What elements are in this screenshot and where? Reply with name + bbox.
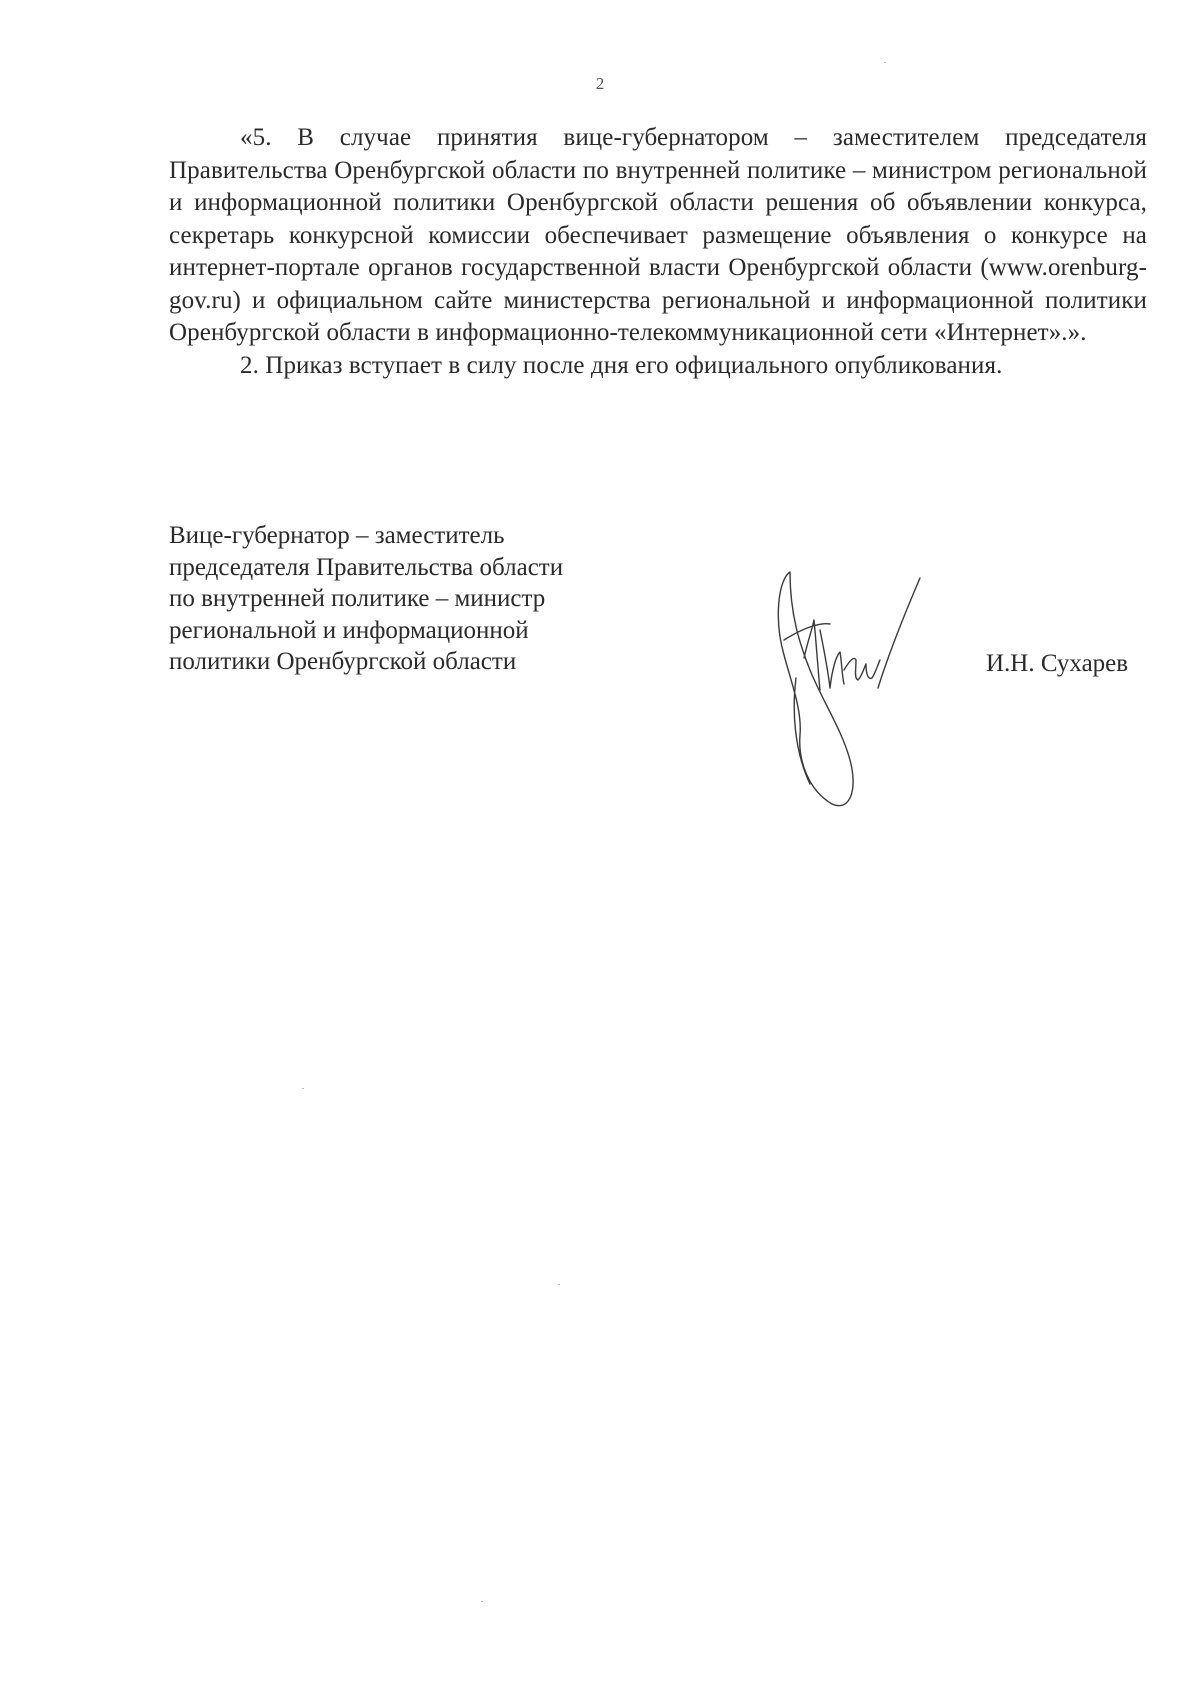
scan-speck (481, 1601, 483, 1602)
position-line: председателя Правительства области (169, 553, 564, 581)
position-line: региональной и информационной (169, 616, 529, 644)
page-number: 2 (595, 74, 605, 93)
scan-speck (302, 1088, 304, 1089)
handwritten-signature (770, 560, 970, 820)
position-line: политики Оренбургской области (169, 648, 517, 675)
position-line: по внутренней политике – министр (169, 585, 546, 612)
signer-name: И.Н. Сухарев (986, 650, 1129, 677)
paragraph-effective-date: 2. Приказ вступает в силу после дня его официального опубликования. (240, 351, 1003, 379)
position-line: Вице-губернатор – заместитель (169, 522, 505, 549)
scan-speck (558, 1284, 560, 1285)
scan-speck (884, 62, 886, 63)
paragraph-clause-5: «5. В случае принятия вице-губернатором – заместителем председателя Правительства Оренбургской области по внутренней политике – министром региональной и информационной политики Оренбургской области решения об объявлении конкурса, секретарь конкурсной комиссии обеспечивает размещение объявления о конкурсе на интернет-портале органов государственной власти Оренбургской области (www.orenburg-gov.ru) и официальном сайте министерства региональной и информационной политики Оренбургской области в информационно-телекоммуникационной сети «Интернет».». (169, 124, 1147, 346)
document-body (169, 122, 1147, 382)
signatory-position (169, 520, 689, 678)
